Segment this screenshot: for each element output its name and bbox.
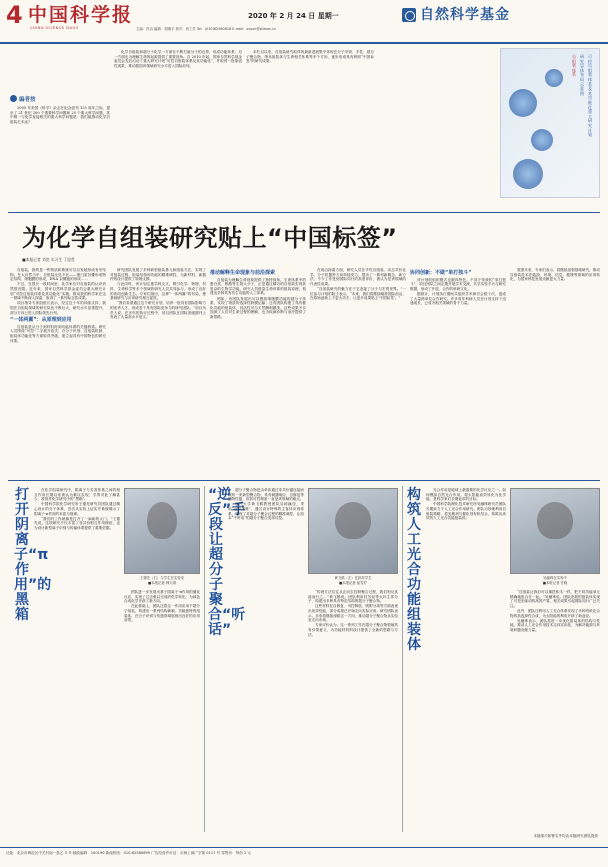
masthead-english: CHINA SCIENCE DAILY <box>30 26 79 30</box>
article-col-6 <box>510 268 600 474</box>
story-paragraph: “我们的工作就像是打开了一扇新的大门。”王德先说。这项研究不仅丰富了非共价相互作用理论，也为设计新型离子识别与传输体系提供了重要依据。 <box>34 516 120 530</box>
section-title: 自然科学基金 <box>420 7 510 23</box>
story-mid-col-1 <box>228 488 304 838</box>
page-footer: 社址：北京市海淀区中关村南一条乙 3 号 邮政编码：100190 新闻热线：010-62580699 广告经营许可证：京海工商广字第 0117 号 零售价：每份 2 元 <box>0 847 608 867</box>
article-col-3 <box>210 268 306 474</box>
section-divider <box>8 480 600 481</box>
diagram-node <box>531 129 553 151</box>
article-col-5 <box>410 268 506 474</box>
diagram-node <box>513 159 543 189</box>
story-paragraph: 此外，团队还利用人工光合体系实现了多种有机化合物的高选择性合成，为太阳能的利用开辟了新途径。 <box>510 608 600 618</box>
story-paragraph: 中国科学院化学研究所王德先研究员团队通过精心设计的分子体系，首次从实验上证实并系统揭示了阴离子-π作用的本质与规律。 <box>34 502 120 516</box>
story-paragraph: 团队进一步发展出基于阴离子-π作用的催化反应，实现了过去难以完成的化学转化，为绿色合成化学开辟了新方向。 <box>124 590 200 604</box>
article-subheading: 协同创新：不做“单打独斗” <box>410 270 472 276</box>
article-col-1 <box>10 268 106 474</box>
editor-note-col-1 <box>10 106 110 198</box>
story-mid-col-2 <box>308 590 398 838</box>
masthead: 中国科学报 <box>28 4 134 26</box>
story-paragraph: 超分子聚合物是由单体通过非共价键连接而成的一类新型聚合物，具有刺激响应、自修复等独特性能，但其可控制备一直是该领域的难点。 <box>228 488 304 502</box>
diagram-label: 自组装体系 <box>572 54 576 78</box>
article-paragraph: 在前沿探索方面，研究人员在手性自组装、动态共价化学、分子机器等方向持续发力，提出了一系列新概念、新方法。不少工作受到国际同行的高度评价，被认为是该领域的代表性成果。 <box>310 268 406 286</box>
story-mid-headline: “逆反”手段让超分子聚合“听话” <box>208 487 246 638</box>
story-mid-photo <box>308 488 398 574</box>
diagram-label: 可控自组装体系及其功能化重大研究计划 <box>588 54 592 138</box>
editor-note-col-3 <box>246 50 374 198</box>
story-paragraph: “自组装让我们可以像搭积木一样，把不同功能单元精确地组合在一起。”吴骊珠说。团队发展的组装体实现了可见光驱动的高效产氢，相关成果引起国际同行广泛关注。 <box>510 590 600 608</box>
research-diagram <box>500 48 600 198</box>
story-left-col-1 <box>34 488 120 838</box>
photo-caption: 黄飞鹤（左）在指导学生 <box>334 576 372 580</box>
story-right-headline: 构筑人工光合功能组装体 <box>407 487 421 653</box>
story-paragraph: 在此基础上，团队还将这一作用应用于超分子组装，构建出一系列结构新颖、功能独特的组装体，在分子识别与传感领域展现出良好的应用前景。 <box>124 604 200 623</box>
article-paragraph: 不过，在很长一段时间里，化学家们对自组装的认识仍然很有限。近年来，国家自然科学基金委员会重大研究计划“可控自组装体系及其功能化”实施，推动我国科学家在这一领域不断深入探索，取得了一系列标志性成果。 <box>10 282 106 301</box>
article-paragraph: “自组装研究的魅力在于它连接了分子与宏观世界。”一位参与计划的院士表示，“未来，我们将继续瞄准国际前沿，在原始创新上下更大功夫，让更多成果贴上‘中国标签’。” <box>310 286 406 301</box>
article-subheading: “一体两翼”：从原理到应用 <box>10 317 72 324</box>
article-paragraph: 该计划的组织模式也颇具特色。不同于传统的“单打独斗”，项目团队之间定期开展学术交流，共享实验平台与研究数据，形成了开放、合作的科研文化。 <box>410 277 506 291</box>
article-paragraph: 自组装为理解生命现象提供了独特视角。生命体系中的蛋白质、核酸等生物大分子，正是通过精巧的自组装实现其复杂的生物学功能。研究人员借鉴生命体系的组装原理，构建出多种具有仿生功能的人工体系。 <box>210 277 306 296</box>
column-divider <box>402 486 403 832</box>
article-subheading: 推动解释生命现象与前沿探索 <box>210 270 276 276</box>
article-paragraph: 自组装，指的是一些物质和系统可以自发地形成有序结构。在大自然当中，自组装无处不在——蛋白质折叠形成特定结构、细胞膜的形成、DNA 双螺旋的形成…… <box>10 268 106 282</box>
story-right-col-2 <box>510 590 600 830</box>
story-paragraph: “传统方法往往从正向去控制聚合过程，我们则反其道而行之。”黄飞鹤说。团队利用柱芳烃等大环主体分子，构建出多种具有特定结构的超分子聚合物。 <box>308 590 398 604</box>
article-col-4 <box>310 268 406 474</box>
story-byline: ■本报记者 韩天琪 <box>147 581 176 585</box>
editor-note-paragraph: 2005 年美国《科学》杂志在纪念创刊 125 周年之际，提出了 21 世纪 100 个重要科学问题和 25 个重大科学问题，其中唯一与化学直接相关的重大科学问题是：我们能推动化学自组装走多远？ <box>10 106 110 124</box>
story-byline: ■本报记者 甘晓 <box>542 581 568 585</box>
editor-note-tag: 编者按 <box>10 95 36 103</box>
diagram-node <box>545 69 563 87</box>
column-divider <box>204 486 205 832</box>
photo-credit-note: 本版图片除署名外均由本版研究团队提供 <box>533 834 598 838</box>
article-byline: ■本报记者 刘奕 实习生 丁思哲 <box>22 257 75 262</box>
article-paragraph: 展望未来，专家们表示，将继续加强基础研究，推动自组装技术在能源、环境、信息、健康等领域的应用转化，为国家科技发展贡献更大力量。 <box>510 268 600 282</box>
story-left-photo <box>124 488 200 574</box>
article-paragraph: 项目指导专家组组长表示，经过近十年的持续支持，我国在自组装领域的研究队伍不断壮大，研究水平显著提升，部分方向已进入国际领先行列。 <box>10 301 106 315</box>
story-paragraph: 这些材料在自修复、可控释放、吸附分离等方面表现出优异性能，部分成果已开始走向实际应用。研究团队表示，未来将继续深耕这一方向，推动超分子聚合物从实验室走向市场。 <box>308 604 398 623</box>
section-divider <box>8 212 600 213</box>
story-paragraph: 光合作用是地球上最重要的化学反应之一。如何模拟自然光合作用，将太阳能高效转化为化学能，是科学家们长期追求的目标。 <box>426 488 506 502</box>
story-paragraph: 浙江大学黄飞鹤教授团队另辟蹊径，采用“逆向思维”，通过设计特殊的主客体识别体系，实现了对超分子聚合过程的精准调控，让原本“不听话”的超分子聚合变得可控。 <box>228 502 304 521</box>
article-col-2 <box>110 268 206 474</box>
story-paragraph: 吴骊珠表示，团队将进一步优化组装体的结构与性能，推动人工光合作用技术走向实用化，为解决能源与环境问题贡献力量。 <box>510 618 600 632</box>
story-byline: ■本报记者 崔雪芹 <box>338 581 367 585</box>
issue-date: 2020 年 2 月 24 日 星期一 <box>248 12 339 20</box>
story-paragraph: 中国科学院理化技术研究所吴骊珠研究员团队长期致力于人工光合作用研究。团队巧妙地利用自组装策略，将光敏剂与催化剂有机结合，构筑出高效的人工光合功能组装体。 <box>426 502 506 521</box>
editor-note-paragraph: 本栏目以来，自组装研究取得的最新进展集中体现在分子识别、手性、超分子聚合物、纳米组装体与生命相关体系等多个方向，逐步形成具有鲜明“中国标签”的研究成果。 <box>246 50 374 64</box>
story-paragraph: 在化学组装研究中，阴离子与芳香体系之间的相互作用长期以来被认为难以实现，学界对此了解甚少，被视作化学研究中的“黑箱”。 <box>34 488 120 502</box>
editor-note-paragraph: 化学自组装和超分子化学一方面在不断打破分子的边界，形成功能体系；另一方面也为理解生命的起源提供了重要视角。自 2010 年起，国家自然科学基金委员会先后启动了重大研究计划“可控自组装体系及其功能化”，并取得一批原创性成果，推动我国该领域研究水平进入国际前列。 <box>114 50 242 68</box>
article-paragraph: 与此同时，该计划注重学科交叉，吸引化学、物理、材料、生命科学等多个领域的研究人员共同参与，形成了良好的协同创新生态。专家们指出，这种“一体两翼”的布局，使基础研究与应用研究相互促进。 <box>110 282 206 301</box>
article-title: 为化学自组装研究贴上“中国标签” <box>22 224 398 252</box>
story-right-photo <box>510 488 600 574</box>
page-number: 4 <box>6 1 23 29</box>
article-paragraph: 例如，有团队发展出可以模拟细胞膜功能的超分子体系，实现了物质的选择性跨膜运输；还有团队构建了具有催化功能的组装体，其活性可与天然酶相媲美。这些成果不仅加深了人们对生命过程的理解，也为疾病诊断与治疗提供了新思路。 <box>210 296 306 319</box>
article-paragraph: “我们希望通过这个研究计划，培养一批具有国际影响力的优秀人才，形成若干具有国际竞争力的研究团队。”项目负责人说。在多年的执行过程中，项目团队在国际顶级期刊上发表了大量高水平论文。 <box>110 301 206 320</box>
story-right-col-1 <box>426 488 506 838</box>
photo-caption: 王德先（右）与学生在实验室 <box>139 576 185 580</box>
editor-note-col-2 <box>114 50 242 198</box>
story-paragraph: 专家评价认为，这一系列工作在超分子聚合物领域具有引领意义，为功能材料的设计提供了全新的思路与方法。 <box>308 623 398 637</box>
diagram-node <box>509 89 537 117</box>
story-left-headline: 打开阴离子“π作用”的黑箱 <box>14 487 52 623</box>
article-paragraph: 自组装是从分子到材料再到功能体系的关键桥梁。研究人员围绕“可控”二字展开攻关，在分子识别、自组装机制、组装体功能化等方面取得突破，建立起具有中国特色的研究体系。 <box>10 324 106 343</box>
diagram-label: 研究总体布局示意图 <box>580 54 584 96</box>
photo-caption: 吴骊珠在实验中 <box>543 576 567 580</box>
section-logo-icon <box>402 8 416 22</box>
editor-credits: 主编：肖洁 编辑：胡珈平 校对：何工苏 Tel：(010)62580618 E-mail：xxsun@stimes.cn <box>136 27 277 31</box>
article-paragraph: 据统计，计划执行期间共组织学术研讨会数十次，促成了大量跨单位合作研究。许多青年科研人员在计划支持下迅速成长，已成为相关领域的骨干力量。 <box>410 291 506 306</box>
page-header <box>0 0 608 44</box>
story-left-col-2 <box>124 590 200 838</box>
article-paragraph: 研究团队发展了多种新型组装基元和组装方法，实现了对组装过程、组装结构和功能的精准调控，为新材料、新器件的设计提供了原理支撑。 <box>110 268 206 282</box>
